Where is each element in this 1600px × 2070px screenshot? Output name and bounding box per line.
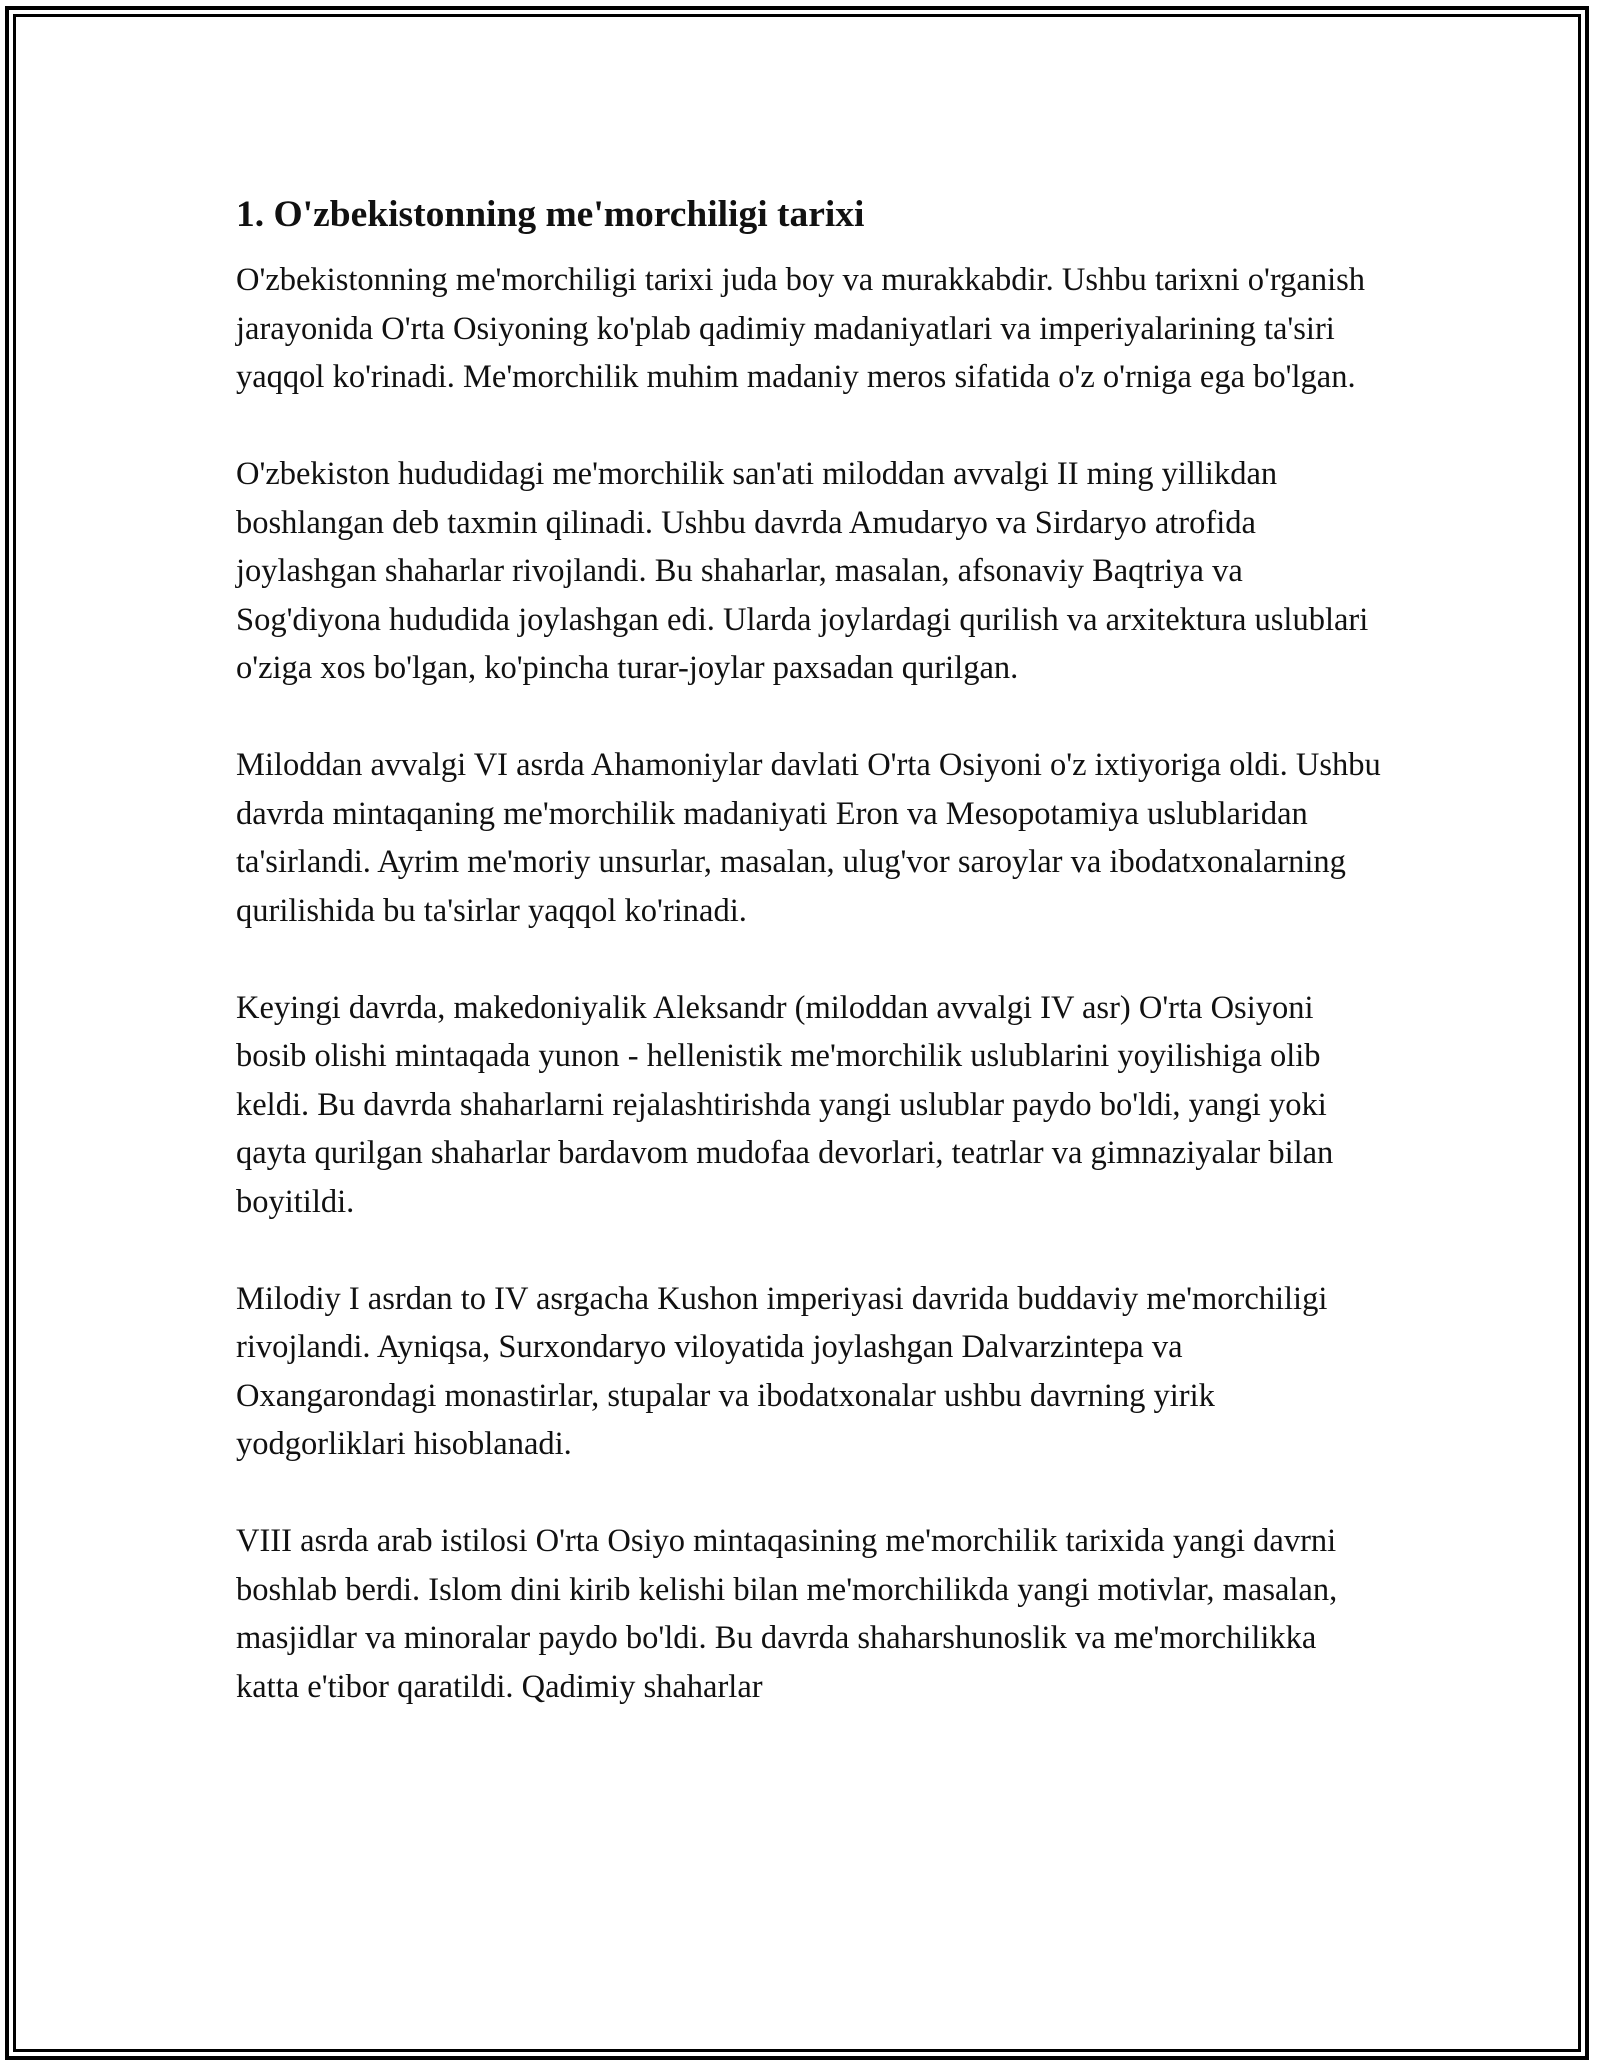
paragraph-2: O'zbekiston hududidagi me'morchilik san'ati miloddan avvalgi II ming yillikdan boshlangan deb taxmin qilinadi. Ushbu davrda Amudaryo va Sirdaryo atrofida joylashgan shaharlar rivojlandi. Bu shaharlar, masalan, afsonaviy Baqtriya va Sog'diyona hududida joylashgan edi. Ularda joylardagi qurilish va arxitektura uslublari o'ziga xos bo'lgan, ko'pincha turar-joylar paxsadan qurilgan. bbox=[236, 456, 1369, 686]
paragraph-1: O'zbekistonning me'morchiligi tarixi juda boy va murakkabdir. Ushbu tarixni o'rganish jarayonida O'rta Osiyoning ko'plab qadimiy madaniyatlari va imperiyalarining ta'siri yaqqol ko'rinadi. Me'morchilik muhim madaniy meros sifatida o'z o'rniga ega bo'lgan. bbox=[236, 262, 1365, 395]
paragraph-3: Miloddan avvalgi VI asrda Ahamoniylar davlati O'rta Osiyoni o'z ixtiyoriga oldi. Ushbu davrda mintaqaning me'morchilik madaniyati Eron va Mesopotamiya uslublaridan ta'sirlandi. Ayrim me'moriy unsurlar, masalan, ulug'vor saroylar va ibodatxonalarning qurilishida bu ta'sirlar yaqqol ko'rinadi. bbox=[236, 747, 1381, 929]
paragraph-5: Milodiy I asrdan to IV asrgacha Kushon imperiyasi davrida buddaviy me'morchiligi rivojlandi. Ayniqsa, Surxondaryo viloyatida joylashgan Dalvarzintepa va Oxangarondagi monastirlar, stupalar va ibodatxonalar ushbu davrning yirik yodgorliklari hisoblanadi. bbox=[236, 1280, 1328, 1462]
paragraph-4: Keyingi davrda, makedoniyalik Aleksandr (miloddan avvalgi IV asr) O'rta Osiyoni bosib olishi mintaqada yunon - hellenistik me'morchilik uslublarini yoyilishiga olib keldi. Bu davrda shaharlarni rejalashtirishda yangi uslublar paydo bo'ldi, yangi yoki qayta qurilgan shaharlar bardavom mudofaa devorlari, teatrlar va gimnaziyalar bilan boyitildi. bbox=[236, 989, 1334, 1220]
section-heading: 1. O'zbekistonning me'morchiligi tarixi bbox=[236, 194, 865, 235]
paragraph-6: VIII asrda arab istilosi O'rta Osiyo mintaqasining me'morchilik tarixida yangi davrni boshlab berdi. Islom dini kirib kelishi bilan me'morchilikda yangi motivlar, masalan, masjidlar va minoralar paydo bo'ldi. Bu davrda shaharshunoslik va me'morchilikka katta e'tibor qaratildi. Qadimiy shaharlar bbox=[236, 1523, 1338, 1705]
document-body bbox=[236, 186, 1386, 1760]
